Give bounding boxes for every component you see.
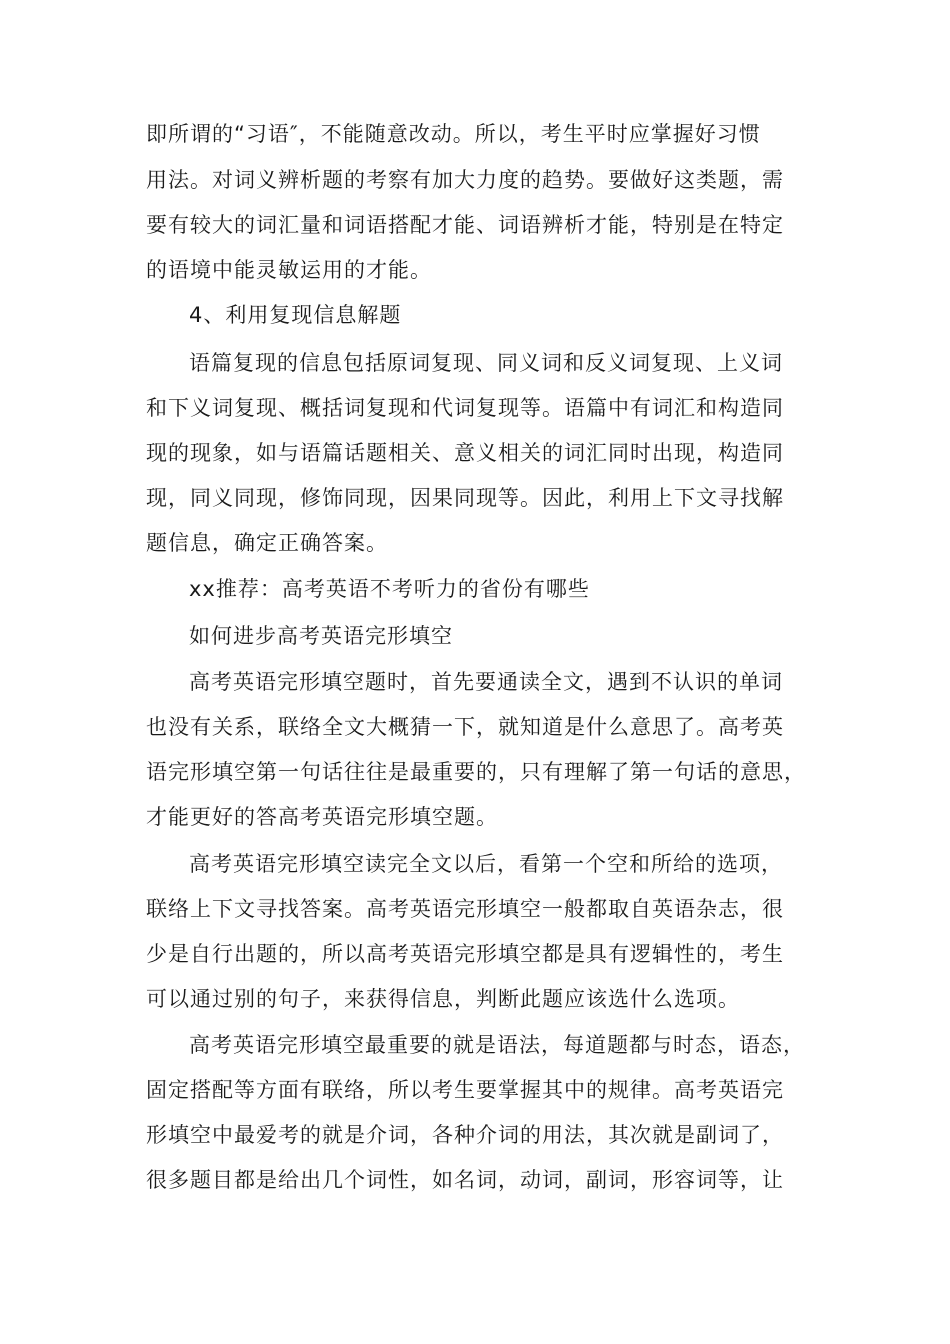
paragraph-line: 才能更好的答高考英语完形填空题。 xyxy=(146,805,498,829)
paragraph-line: 高考英语完形填空最重要的就是语法，每道题都与时态，语态， xyxy=(189,1033,805,1057)
paragraph-line: 形填空中最爱考的就是介词，各种介词的用法，其次就是副词了， xyxy=(146,1123,784,1147)
paragraph-line: 很多题目都是给出几个词性，如名词，动词，副词，形容词等，让 xyxy=(146,1168,784,1192)
section-heading: 如何进步高考英语完形填空 xyxy=(189,624,453,648)
paragraph-line: 要有较大的词汇量和词语搭配才能、词语辨析才能，特别是在特定 xyxy=(146,213,784,237)
paragraph-line: 可以通过别的句子，来获得信息，判断此题应该选什么选项。 xyxy=(146,987,740,1011)
paragraph-line: 高考英语完形填空读完全文以后，看第一个空和所给的选项， xyxy=(189,852,783,876)
paragraph-line: 即所谓的“习语″，不能随意改动。所以，考生平时应掌握好习惯 xyxy=(146,122,761,146)
section-heading: 4、利用复现信息解题 xyxy=(189,303,402,327)
paragraph-line: 用法。对词义辨析题的考察有加大力度的趋势。要做好这类题，需 xyxy=(146,168,784,192)
paragraph-line: 少是自行出题的，所以高考英语完形填空都是具有逻辑性的，考生 xyxy=(146,942,784,966)
paragraph-line: 和下义词复现、概括词复现和代词复现等。语篇中有词汇和构造同 xyxy=(146,396,784,420)
paragraph-line: 联络上下文寻找答案。高考英语完形填空一般都取自英语杂志，很 xyxy=(146,897,784,921)
paragraph-line: 固定搭配等方面有联络，所以考生要掌握其中的规律。高考英语完 xyxy=(146,1078,784,1102)
paragraph-line: 语完形填空第一句话往往是最重要的，只有理解了第一句话的意思， xyxy=(146,760,806,784)
paragraph-line: 高考英语完形填空题时，首先要通读全文，遇到不认识的单词 xyxy=(189,670,783,694)
recommendation-line: xx推荐：高考英语不考听力的省份有哪些 xyxy=(189,577,590,601)
paragraph-line: 也没有关系，联络全文大概猜一下，就知道是什么意思了。高考英 xyxy=(146,715,784,739)
paragraph-line: 题信息，确定正确答案。 xyxy=(146,531,388,555)
paragraph-line: 的语境中能灵敏运用的才能。 xyxy=(146,258,432,282)
paragraph-line: 现，同义同现，修饰同现，因果同现等。因此，利用上下文寻找解 xyxy=(146,486,784,510)
paragraph-line: 现的现象，如与语篇话题相关、意义相关的词汇同时出现，构造同 xyxy=(146,441,784,465)
paragraph-line: 语篇复现的信息包括原词复现、同义词和反义词复现、上义词 xyxy=(189,351,783,375)
